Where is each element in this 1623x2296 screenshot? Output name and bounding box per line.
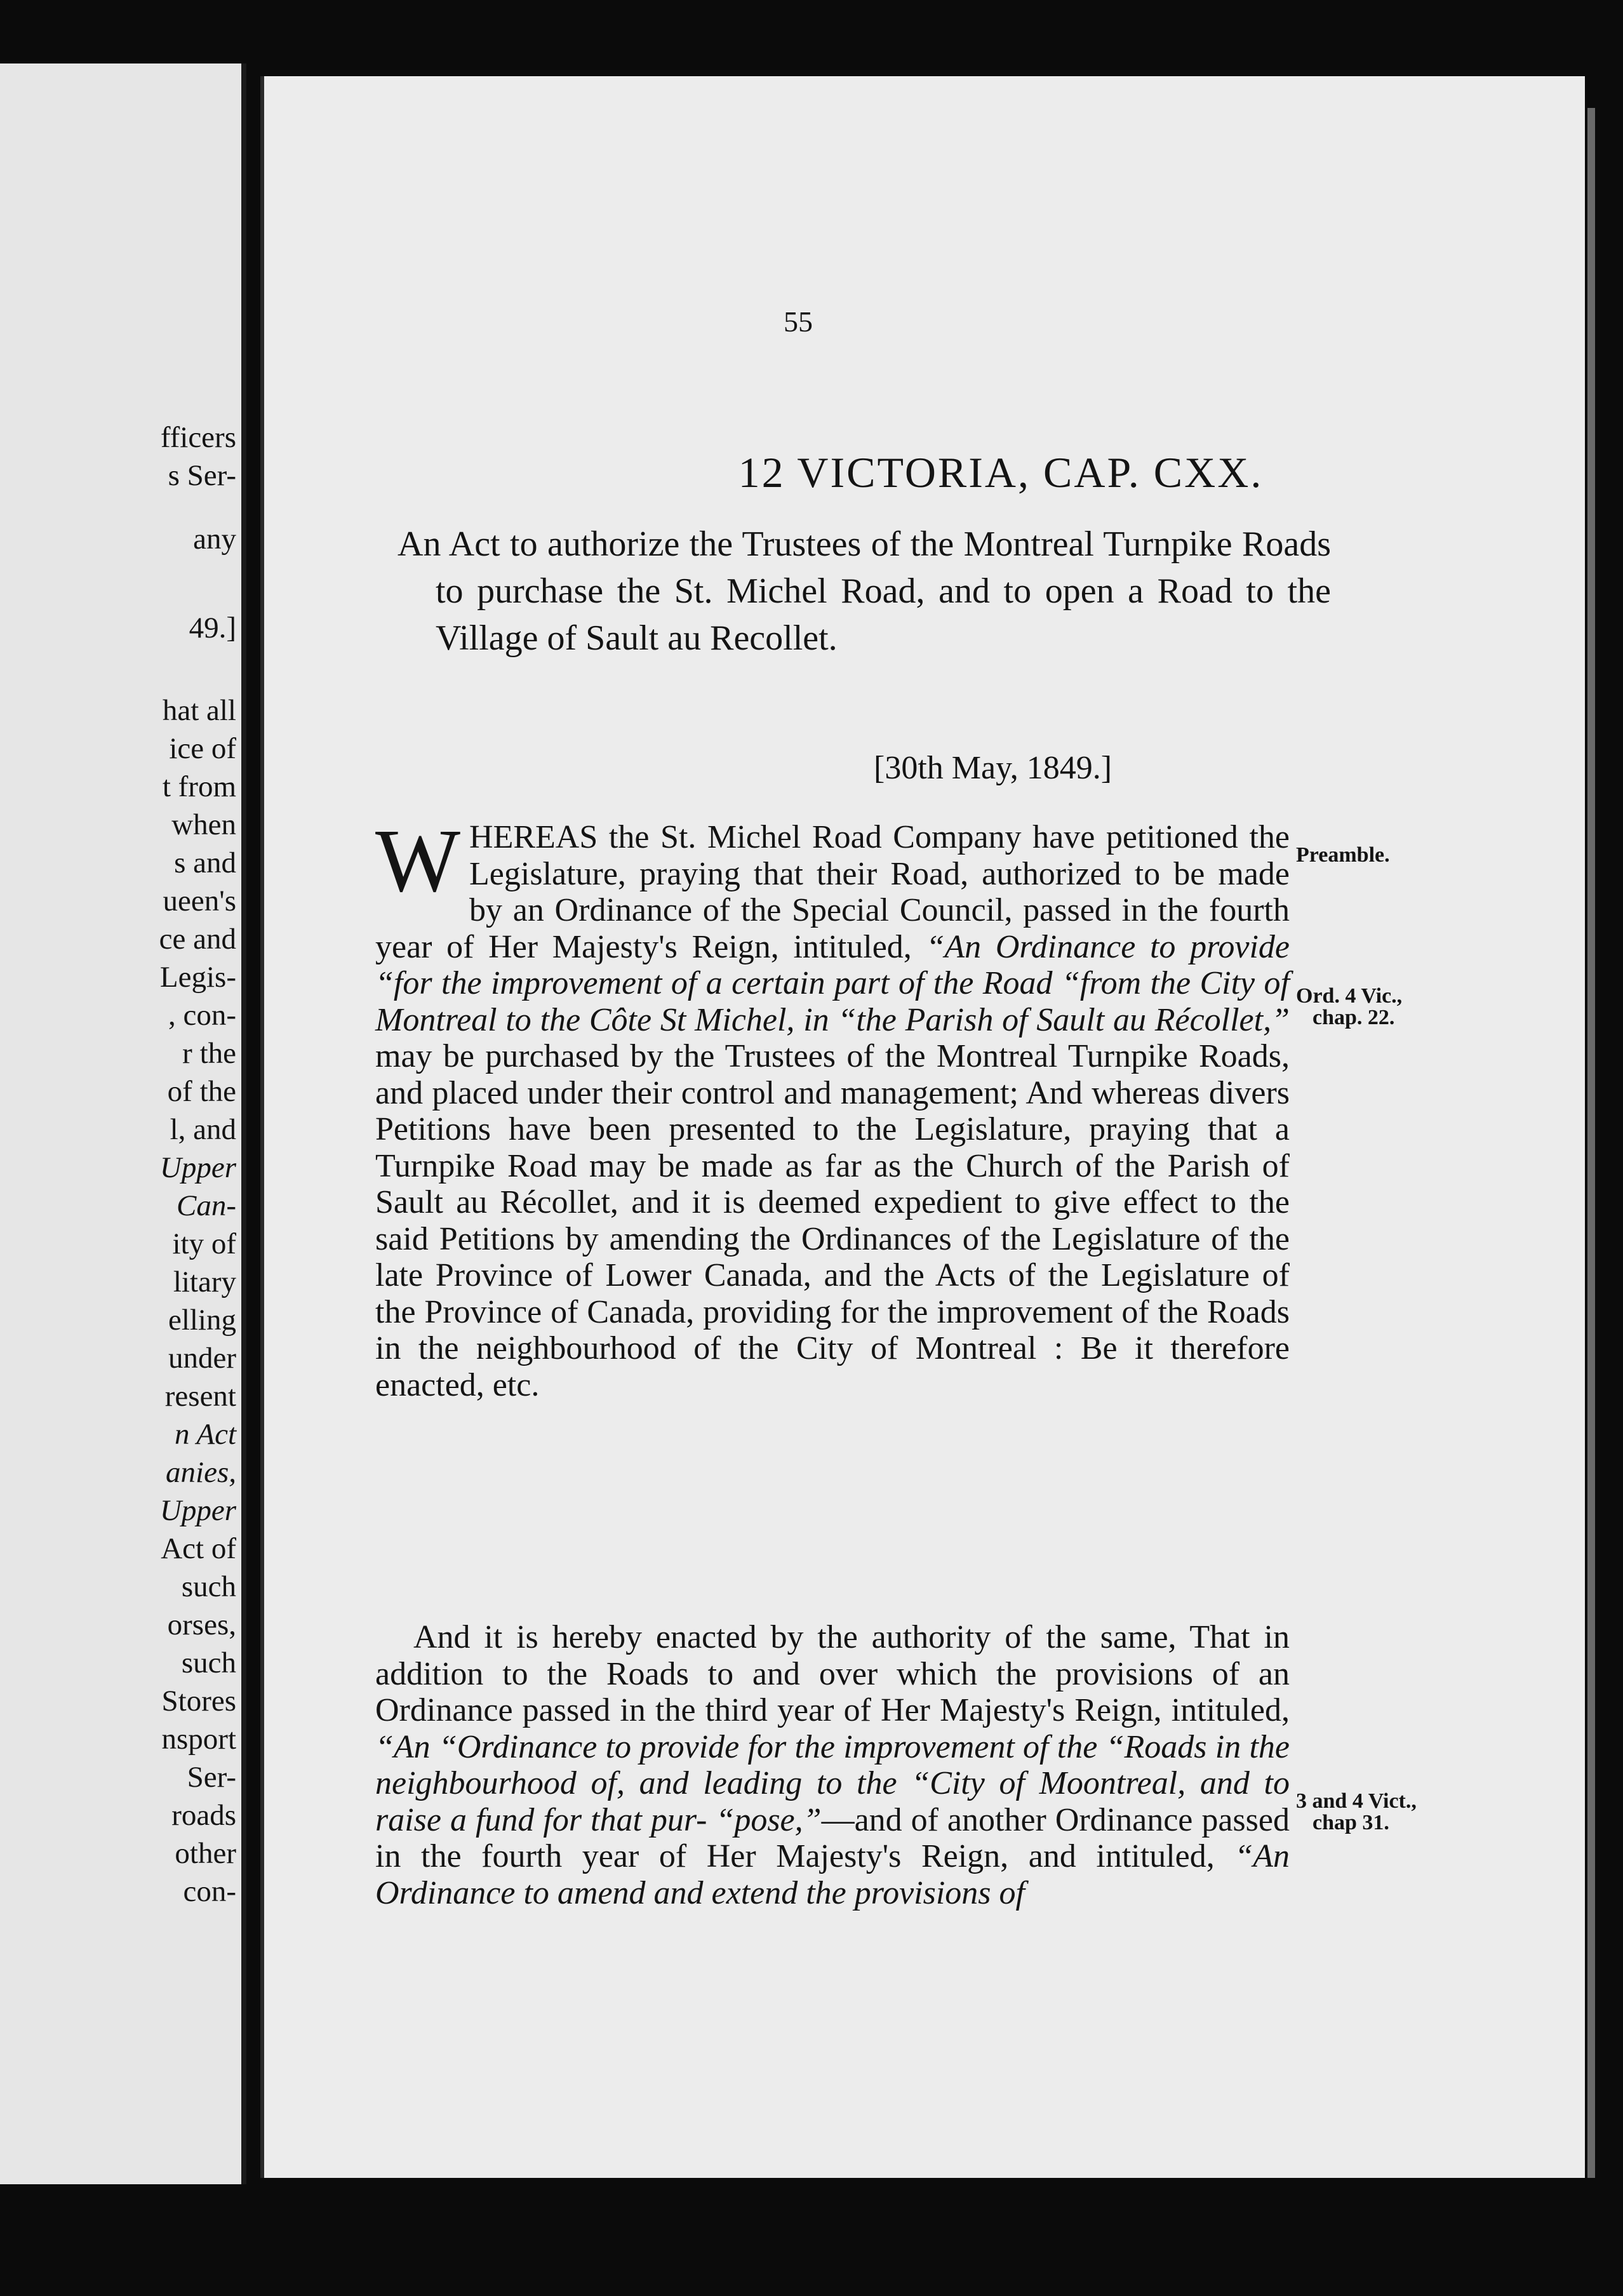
preamble-paragraph <box>375 810 1290 1403</box>
margin-note-vict <box>1296 1791 1417 1834</box>
page-number: 55 <box>784 305 813 338</box>
left-page-line-fragment: under <box>168 1342 236 1375</box>
left-page-line-fragment: ueen's <box>163 884 236 918</box>
margin-note-vict-line2: chap 31. <box>1312 1811 1389 1834</box>
page <box>260 76 1585 2178</box>
left-page-line-fragment: hat all <box>162 694 236 727</box>
left-page-line-fragment: con- <box>183 1875 236 1908</box>
margin-note-preamble: Preamble. <box>1296 843 1390 867</box>
left-page-line-fragment: resent <box>164 1380 236 1413</box>
left-page-line-fragment: any <box>193 523 236 556</box>
page-edge-shadow <box>1587 108 1595 2178</box>
left-page-line-fragment: ce and <box>159 923 236 956</box>
left-page-line-fragment: fficers <box>160 421 236 454</box>
left-page-line-fragment: when <box>171 808 236 841</box>
left-page-line-fragment: t from <box>162 770 236 803</box>
left-page-line-fragment: elling <box>168 1304 236 1337</box>
left-page-line-fragment: Legis- <box>159 961 236 994</box>
enactment-text-2: —and of another Ordinance passed in the fourth year of Her Majesty's Reign, and intituled, <box>375 1801 1290 1874</box>
left-page-line-fragment: anies, <box>166 1456 236 1489</box>
enactment-paragraph <box>375 1619 1290 1911</box>
left-page-line-fragment: s Ser- <box>168 459 236 492</box>
margin-note-ordinance <box>1296 985 1402 1029</box>
left-page-line-fragment: nsport <box>161 1723 236 1756</box>
left-page-line-fragment: r the <box>182 1037 236 1070</box>
enactment-text-1: And it is hereby enacted by the authority of the same, That in addition to the Roads to and over which the provisions of an Ordinance passed in the third year of Her Majesty's Reign, intituled, <box>375 1619 1290 1728</box>
margin-note-ord-line1: Ord. 4 Vic., <box>1296 984 1403 1008</box>
left-page-line-fragment: 49.] <box>189 611 236 644</box>
left-page-line-fragment: litary <box>173 1265 236 1298</box>
left-page-line-fragment: Can- <box>177 1189 236 1222</box>
left-page-line-fragment: Ser- <box>187 1761 236 1794</box>
act-title: An Act to authorize the Trustees of the Montreal Turnpike Roads to purchase the St. Michel Road, and to open a Road to the Village of Sault au Recollet. <box>397 524 1331 658</box>
margin-note-vict-line1: 3 and 4 Vict., <box>1296 1789 1417 1813</box>
preamble-text-1: the St. Michel Road Company have petitioned the Legislature, praying that their Road, authorized to be made by an Ordinance of the Special Council, passed in the fourth year of Her Majesty's Reign, intituled, <box>375 819 1290 965</box>
left-page-line-fragment: ity of <box>172 1227 236 1260</box>
margin-note-ord-line2: chap. 22. <box>1312 1006 1395 1029</box>
preamble-text-2: may be purchased by the Trustees of the Montreal Turnpike Roads, and placed under their control and management; And whereas divers Petitions have been presented to the Legislature, praying that a Turnpike Road may be made as far as the Church of the Parish of Sault au Récollet, and it is deemed expedient to give effect to the said Petitions by amending the Ordinances of the Legislature of the late Province of Lower Canada, and the Acts of the Legislature of the Province of Canada, providing for the improvement of the Roads in the neighbourhood of the City of Montreal : Be it therefore enacted, etc. <box>375 1038 1290 1403</box>
left-page-line-fragment: n Act <box>174 1418 236 1451</box>
left-page-line-fragment: , con- <box>168 999 236 1032</box>
left-page-line-fragment: Act of <box>161 1532 236 1565</box>
preamble-lead-word: HEREAS <box>469 819 598 855</box>
drop-cap: W <box>375 810 461 911</box>
left-page-line-fragment: Upper <box>159 1151 236 1184</box>
left-page-line-fragment: other <box>175 1837 236 1870</box>
left-page-line-fragment: l, and <box>170 1113 236 1146</box>
chapter-title: 12 VICTORIA, CAP. CXX. <box>738 448 1264 497</box>
left-page-line-fragment: Upper <box>159 1494 236 1527</box>
left-page-line-fragment: s and <box>174 846 236 879</box>
preamble-quoted-title: “An Ordinance to provide “for the improvement of a certain part of the Road “from the City of Montreal to the Côte St Michel, in “the Parish of Sault au Récollet,” <box>375 928 1290 1038</box>
left-page-line-fragment: of the <box>167 1075 236 1108</box>
enactment-quoted-title-2: “An Ordinance to amend and extend the provisions of <box>375 1838 1290 1911</box>
left-page-line-fragment: orses, <box>167 1608 236 1641</box>
previous-page-fragment <box>0 63 246 2184</box>
left-page-line-fragment: roads <box>171 1799 236 1832</box>
act-date: [30th May, 1849.] <box>874 750 1112 786</box>
enactment-quoted-title-1: “An “Ordinance to provide for the improvement of the “Roads in the neighbourhood of, and leading to the “City of Moontreal, and to raise a fund for that pur- “pose,” <box>375 1728 1290 1838</box>
left-page-line-fragment: Stores <box>161 1685 236 1718</box>
left-page-line-fragment: ice of <box>169 732 236 765</box>
left-page-line-fragment: such <box>181 1646 236 1679</box>
left-page-line-fragment: such <box>181 1570 236 1603</box>
